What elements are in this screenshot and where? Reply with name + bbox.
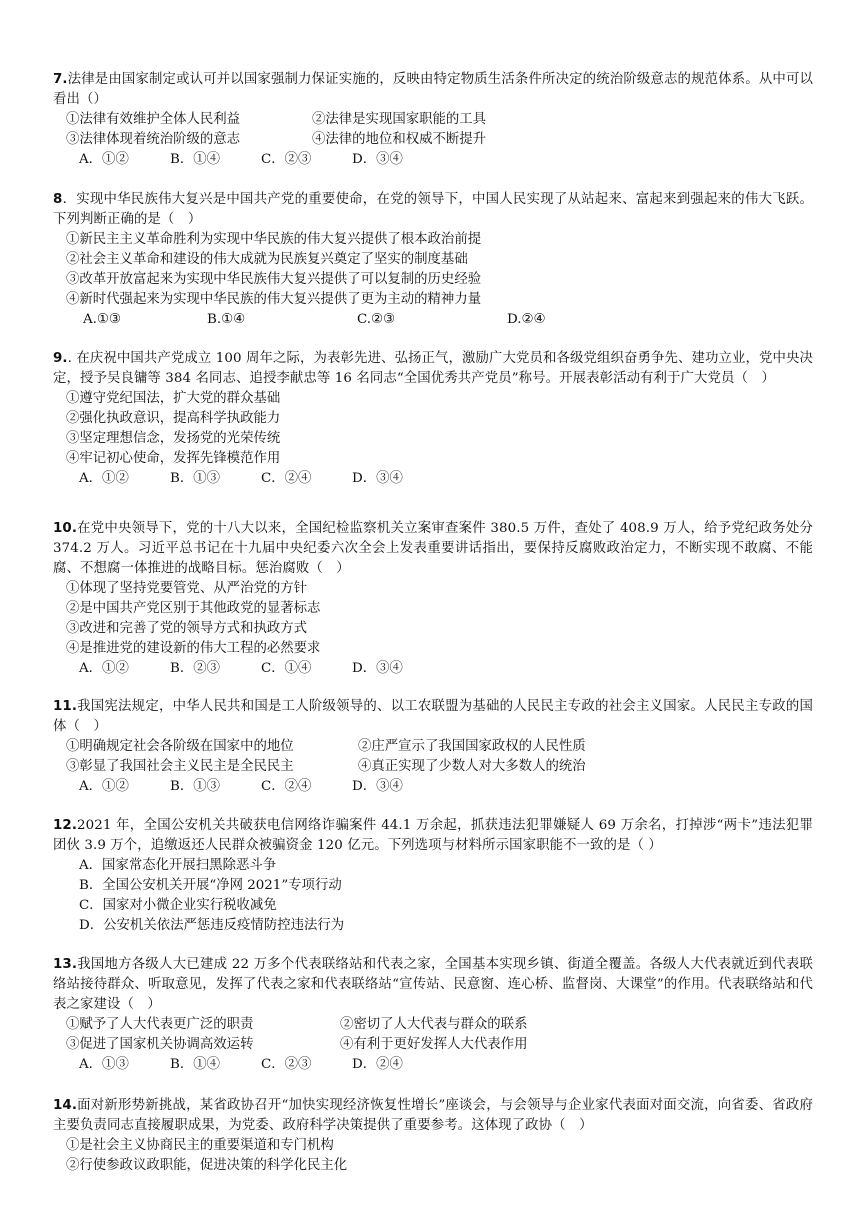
question-7 <box>53 70 813 170</box>
question-10 <box>53 519 813 679</box>
question-number: 7. <box>53 72 68 87</box>
statement: ②行使参政议政职能，促进决策的科学化民主化 <box>66 1158 348 1173</box>
question-number: 8 <box>53 192 63 207</box>
choice-b[interactable]: B．①④ <box>170 1057 221 1072</box>
statement: ①明确规定社会各阶级在国家中的地位 <box>66 739 294 754</box>
statement: ④法律的地位和权威不断提升 <box>312 132 487 147</box>
question-number: 13. <box>53 957 78 972</box>
question-8 <box>53 190 813 330</box>
choice-c[interactable]: C.②③ <box>357 312 396 327</box>
choice-a[interactable]: A.①③ <box>83 312 121 327</box>
question-11 <box>53 697 813 797</box>
question-12 <box>53 816 813 936</box>
question-10-stem: 10.在党中央领导下，党的十八大以来，全国纪检监察机关立案审查案件 380.5 万件，查处了 408.9 万人，给予党纪政务处分 374.2 万人。习近平总书记在十九届中央纪委六次全会上发表重要讲话指出，要保持反腐败政治定力，不断实现不敢腐、不能腐、不想腐一体推进的战略目标。惩治腐败（ ） <box>53 521 813 576</box>
statement: ②社会主义革命和建设的伟大成就为民族复兴奠定了坚实的制度基础 <box>66 252 468 267</box>
choice-d[interactable]: D．公安机关依法严惩违反疫情防控违法行为 <box>79 918 345 933</box>
question-8-stem: 8．实现中华民族伟大复兴是中国共产党的重要使命，在党的领导下，中国人民实现了从站起来、富起来到强起来的伟大飞跃。下列判断正确的是（ ） <box>53 192 813 227</box>
choice-c[interactable]: C．国家对小微企业实行税收减免 <box>79 898 277 913</box>
choice-c[interactable]: C．②③ <box>261 1057 312 1072</box>
question-13-stem: 13.我国地方各级人大已建成 22 万多个代表联络站和代表之家，全国基本实现乡镇、街道全覆盖。各级人大代表就近到代表联络站接待群众、听取意见，发挥了代表之家和代表联络站“宣传站、民意窗、连心桥、监督岗、大课堂”的作用。代表联络站和代表之家建设（ ） <box>53 957 813 1012</box>
choice-d[interactable]: D．③④ <box>352 152 403 167</box>
question-9 <box>53 349 813 489</box>
question-9-stem: 9.. 在庆祝中国共产党成立 100 周年之际，为表彰先进、弘扬正气，激励广大党员和各级党组织奋勇争先、建功立业，党中央决定，授予吴良镛等 384 名同志、追授李献忠等 16 名同志“全国优秀共产党员”称号。开展表彰活动有利于广大党员（ ） <box>53 351 813 386</box>
statement: ①法律有效维护全体人民利益 <box>66 112 241 127</box>
statement: ②强化执政意识，提高科学执政能力 <box>66 411 281 426</box>
choice-b[interactable]: B．①③ <box>170 471 221 486</box>
statement-row <box>53 757 813 777</box>
choice-b[interactable]: B．①③ <box>170 779 221 794</box>
question-11-stem: 11.我国宪法规定，中华人民共和国是工人阶级领导的、以工农联盟为基础的人民民主专政的社会主义国家。人民民主专政的国体（ ） <box>53 699 813 734</box>
choice-row <box>53 310 813 330</box>
statement-row <box>53 1035 813 1055</box>
statement: ③坚定理想信念，发扬党的光荣传统 <box>66 431 281 446</box>
statement-row <box>53 737 813 757</box>
question-number: 12. <box>53 818 78 833</box>
choice-a[interactable]: A．①③ <box>79 1057 129 1072</box>
choice-row <box>53 150 813 170</box>
choice-c[interactable]: C．②③ <box>261 152 312 167</box>
choice-d[interactable]: D．③④ <box>352 779 403 794</box>
statement: ③促进了国家机关协调高效运转 <box>66 1037 254 1052</box>
question-14-stem: 14.面对新形势新挑战，某省政协召开“加快实现经济恢复性增长”座谈会，与会领导与企业家代表面对面交流，向省委、省政府主要负责同志直接履职成果，为党委、政府科学决策提供了重要参考。这体现了政协（ ） <box>53 1098 813 1133</box>
choice-a[interactable]: A．①② <box>79 471 129 486</box>
statement: ①是社会主义协商民主的重要渠道和专门机构 <box>66 1138 334 1153</box>
question-number: 10. <box>53 521 78 536</box>
statement-row <box>53 110 813 130</box>
choice-a[interactable]: A．国家常态化开展扫黑除恶斗争 <box>79 858 277 873</box>
statement-row <box>53 1015 813 1035</box>
question-14 <box>53 1096 813 1176</box>
statement: ②密切了人大代表与群众的联系 <box>340 1017 528 1032</box>
statement: ①赋予了人大代表更广泛的职责 <box>66 1017 254 1032</box>
choice-row <box>53 469 813 489</box>
choice-d[interactable]: D．③④ <box>352 471 403 486</box>
choice-d[interactable]: D．②④ <box>352 1057 403 1072</box>
choice-d[interactable]: D.②④ <box>507 312 546 327</box>
choice-c[interactable]: C．①④ <box>261 661 312 676</box>
statement: ①遵守党纪国法，扩大党的群众基础 <box>66 391 281 406</box>
choice-b[interactable]: B.①④ <box>207 312 246 327</box>
statement: ③彰显了我国社会主义民主是全民民主 <box>66 759 294 774</box>
statement: ③法律体现着统治阶级的意志 <box>66 132 241 147</box>
statement: ④有利于更好发挥人大代表作用 <box>340 1037 528 1052</box>
statement: ③改革开放富起来为实现中华民族伟大复兴提供了可以复制的历史经验 <box>66 272 482 287</box>
statement: ④真正实现了少数人对大多数人的统治 <box>358 759 586 774</box>
statement: ④是推进党的建设新的伟大工程的必然要求 <box>66 641 321 656</box>
choice-b[interactable]: B．全国公安机关开展“净网 2021”专项行动 <box>79 878 342 893</box>
choice-row <box>53 1055 813 1075</box>
question-13 <box>53 955 813 1075</box>
statement: ②是中国共产党区别于其他政党的显著标志 <box>66 601 321 616</box>
choice-a[interactable]: A．①② <box>79 661 129 676</box>
statement-row <box>53 130 813 150</box>
question-7-stem: 7.法律是由国家制定或认可并以国家强制力保证实施的，反映由特定物质生活条件所决定的统治阶级意志的规范体系。从中可以看出（） <box>53 72 813 107</box>
question-number: 9. <box>53 351 68 366</box>
choice-a[interactable]: A．①② <box>79 152 129 167</box>
question-number: 11. <box>53 699 78 714</box>
choice-row <box>53 777 813 797</box>
choice-c[interactable]: C．②④ <box>261 779 312 794</box>
statement: ①体现了坚持党要管党、从严治党的方针 <box>66 581 308 596</box>
choice-c[interactable]: C．②④ <box>261 471 312 486</box>
choice-row <box>53 659 813 679</box>
statement: ②法律是实现国家职能的工具 <box>312 112 487 127</box>
choice-d[interactable]: D．③④ <box>352 661 403 676</box>
statement: ②庄严宣示了我国国家政权的人民性质 <box>358 739 586 754</box>
choice-b[interactable]: B．②③ <box>170 661 221 676</box>
statement: ①新民主主义革命胜利为实现中华民族的伟大复兴提供了根本政治前提 <box>66 232 482 247</box>
question-number: 14. <box>53 1098 78 1113</box>
statement: ④新时代强起来为实现中华民族的伟大复兴提供了更为主动的精神力量 <box>66 292 482 307</box>
question-12-stem: 12.2021 年，全国公安机关共破获电信网络诈骗案件 44.1 万余起，抓获违法犯罪嫌疑人 69 万余名，打掉涉“两卡”违法犯罪团伙 3.9 万个，追缴返还人民群众被骗资金 120 亿元。下列选项与材料所示国家职能不一致的是（ ） <box>53 818 813 853</box>
statement: ③改进和完善了党的领导方式和执政方式 <box>66 621 308 636</box>
choice-b[interactable]: B．①④ <box>170 152 221 167</box>
choice-a[interactable]: A．①② <box>79 779 129 794</box>
statement: ④牢记初心使命，发挥先锋模范作用 <box>66 451 281 466</box>
